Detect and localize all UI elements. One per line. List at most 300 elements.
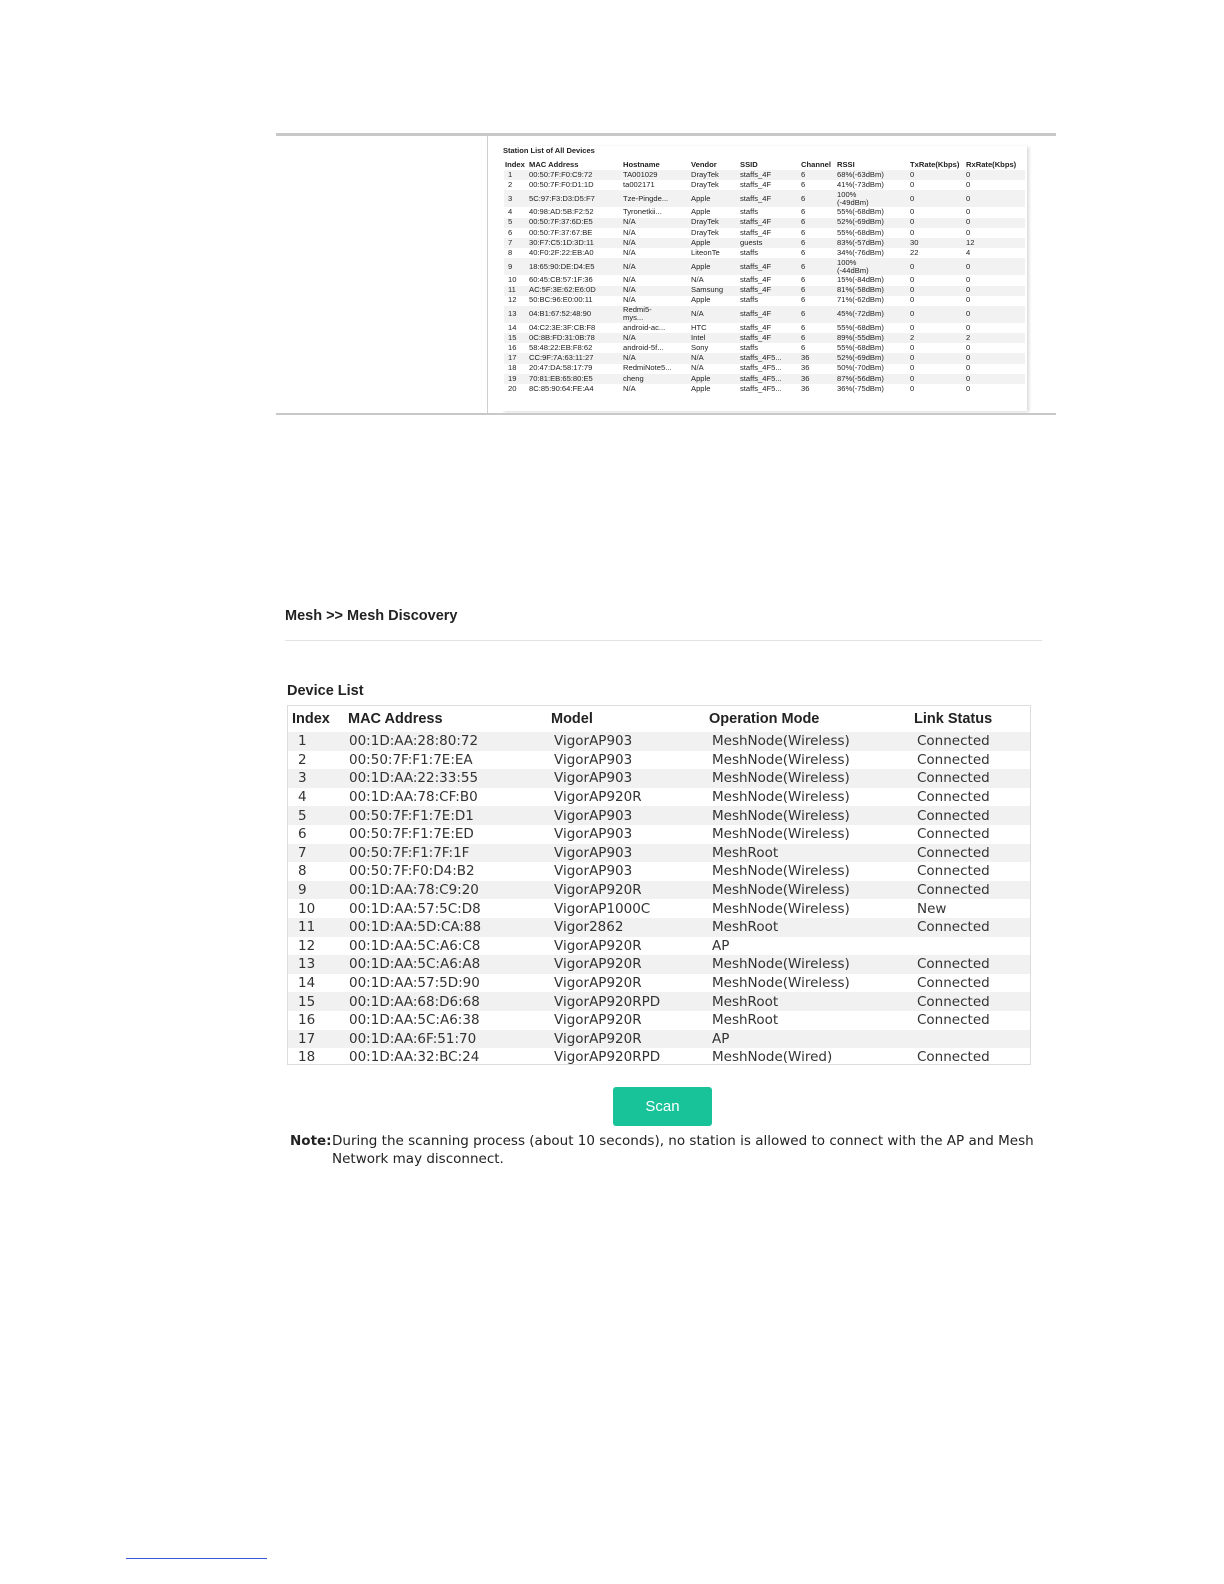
station-cell: 15%(-84dBm) bbox=[837, 275, 884, 285]
device-operation-mode: AP bbox=[705, 1030, 910, 1049]
station-cell: 52%(-69dBm) bbox=[836, 218, 909, 228]
station-cell: 0 bbox=[965, 218, 1025, 228]
device-operation-mode: AP bbox=[712, 937, 730, 954]
device-index: 16 bbox=[298, 1012, 316, 1029]
device-model: VigorAP903 bbox=[547, 806, 705, 825]
device-index: 5 bbox=[288, 806, 344, 825]
station-cell: N/A bbox=[622, 286, 690, 296]
device-model: VigorAP903 bbox=[554, 826, 633, 843]
station-cell: 6 bbox=[800, 238, 836, 248]
station-cell: N/A bbox=[691, 275, 704, 285]
station-cell: 7 bbox=[504, 238, 528, 248]
station-cell: 52%(-69dBm) bbox=[836, 353, 909, 363]
station-cell: 6 bbox=[800, 170, 836, 180]
station-cell: LiteonTe bbox=[691, 248, 720, 257]
device-model: VigorAP920R bbox=[554, 975, 642, 992]
station-cell: N/A bbox=[622, 238, 690, 248]
station-cell: staffs_4F bbox=[739, 306, 800, 323]
station-cell: 0 bbox=[909, 258, 965, 275]
device-table bbox=[288, 706, 1030, 1067]
device-model: VigorAP920R bbox=[547, 955, 705, 974]
device-operation-mode: MeshNode(Wireless) bbox=[712, 826, 850, 843]
device-row bbox=[288, 844, 1030, 863]
device-link-status: Connected bbox=[910, 806, 1030, 825]
station-cell: 0 bbox=[910, 180, 915, 189]
station-cell: CC:9F:7A:63:11:27 bbox=[528, 353, 622, 363]
station-cell: 15 bbox=[504, 333, 528, 343]
station-cell: N/A bbox=[622, 353, 690, 363]
station-cell: 100% (-49dBm) bbox=[836, 190, 909, 207]
station-cell: Apple bbox=[690, 238, 739, 248]
device-row bbox=[288, 806, 1030, 825]
station-cell: N/A bbox=[623, 384, 636, 393]
station-col-header: RSSI bbox=[837, 159, 855, 169]
device-index: 6 bbox=[298, 826, 307, 843]
device-mac: 00:1D:AA:5C:A6:38 bbox=[349, 1012, 480, 1029]
station-cell: 0 bbox=[909, 306, 965, 323]
station-cell: staffs_4F5... bbox=[740, 363, 782, 373]
station-cell: 5C:97:F3:D3:D5:F7 bbox=[528, 190, 622, 207]
station-cell: 0 bbox=[909, 218, 965, 228]
station-cell: Apple bbox=[691, 207, 711, 217]
device-row bbox=[288, 1048, 1030, 1067]
device-operation-mode: MeshNode(Wired) bbox=[712, 1049, 833, 1066]
device-index: 2 bbox=[298, 751, 307, 768]
device-link-status: Connected bbox=[910, 769, 1030, 788]
station-cell: 0 bbox=[909, 190, 965, 207]
device-mac: 00:1D:AA:57:5D:90 bbox=[349, 975, 480, 992]
device-row bbox=[288, 937, 1030, 956]
device-mac: 00:1D:AA:5D:CA:88 bbox=[344, 918, 547, 937]
station-cell: 45%(-72dBm) bbox=[836, 306, 909, 323]
station-cell: 6 bbox=[801, 343, 806, 353]
station-cell: 50:BC:96:E0:00:11 bbox=[529, 295, 593, 305]
station-cell: 55%(-68dBm) bbox=[837, 227, 884, 237]
device-model: VigorAP920RPD bbox=[547, 992, 705, 1011]
station-cell: N/A bbox=[623, 295, 636, 305]
station-row bbox=[504, 190, 1025, 207]
station-cell: 40:F0:2F:22:EB:A0 bbox=[529, 248, 594, 257]
device-mac: 00:1D:AA:22:33:55 bbox=[344, 769, 547, 788]
device-operation-mode: MeshNode(Wireless) bbox=[705, 881, 910, 900]
station-cell: android-5f... bbox=[623, 343, 664, 353]
device-row bbox=[288, 825, 1030, 844]
device-index: 1 bbox=[288, 732, 344, 751]
device-link-status: Connected bbox=[910, 918, 1030, 937]
device-model: VigorAP920R bbox=[554, 937, 642, 954]
station-cell: 30:F7:C5:1D:3D:11 bbox=[528, 238, 622, 248]
device-model: Vigor2862 bbox=[547, 918, 705, 937]
station-cell: N/A bbox=[690, 353, 739, 363]
station-cell: 0 bbox=[965, 306, 1025, 323]
device-operation-mode: MeshNode(Wireless) bbox=[705, 955, 910, 974]
station-cell: 0 bbox=[965, 353, 1025, 363]
station-cell: 30 bbox=[909, 238, 965, 248]
device-operation-mode: MeshRoot bbox=[705, 918, 910, 937]
device-row bbox=[288, 769, 1030, 788]
station-cell: 41%(-73dBm) bbox=[837, 180, 884, 189]
station-cell: 0 bbox=[966, 343, 971, 353]
device-model: VigorAP903 bbox=[547, 732, 705, 751]
device-mac: 00:1D:AA:32:BC:24 bbox=[349, 1049, 480, 1066]
station-cell: 6 bbox=[800, 333, 836, 343]
device-row bbox=[288, 1030, 1030, 1049]
device-model: VigorAP903 bbox=[547, 769, 705, 788]
station-cell: 6 bbox=[801, 248, 806, 257]
station-cell: 87%(-56dBm) bbox=[836, 374, 909, 384]
station-row bbox=[504, 323, 1025, 333]
device-model: VigorAP920RPD bbox=[554, 1049, 661, 1066]
station-cell: 2 bbox=[508, 180, 513, 189]
device-link-status: Connected bbox=[917, 789, 990, 806]
station-cell: 8 bbox=[508, 248, 513, 257]
device-col-header: MAC Address bbox=[348, 711, 443, 727]
device-link-status: Connected bbox=[917, 975, 990, 992]
device-mac: 00:1D:AA:28:80:72 bbox=[344, 732, 547, 751]
device-row bbox=[288, 974, 1030, 993]
station-row bbox=[504, 275, 1025, 285]
station-cell: 5 bbox=[504, 218, 528, 228]
station-row bbox=[504, 306, 1025, 323]
station-cell: 55%(-68dBm) bbox=[837, 207, 884, 217]
station-cell: Apple bbox=[691, 295, 711, 305]
station-cell: 2 bbox=[909, 333, 965, 343]
station-cell: 13 bbox=[504, 306, 528, 323]
station-col-header: Channel bbox=[801, 159, 831, 169]
station-cell: 40:98:AD:5B:F2:52 bbox=[529, 207, 594, 217]
device-mac: 00:1D:AA:68:D6:68 bbox=[344, 992, 547, 1011]
device-list-title: Device List bbox=[287, 683, 364, 699]
station-col-header: Hostname bbox=[623, 159, 660, 169]
station-list-title: Station List of All Devices bbox=[503, 146, 595, 155]
station-cell: N/A bbox=[623, 248, 636, 257]
station-cell: 3 bbox=[504, 190, 528, 207]
device-row bbox=[288, 862, 1030, 881]
device-index: 17 bbox=[288, 1030, 344, 1049]
station-col-header: Index bbox=[505, 159, 525, 169]
note-label: Note: bbox=[290, 1133, 332, 1149]
device-operation-mode: MeshRoot bbox=[712, 1012, 779, 1029]
station-cell: 0 bbox=[910, 207, 915, 217]
station-table bbox=[504, 160, 1025, 394]
station-cell: N/A bbox=[691, 363, 704, 373]
station-cell: 16 bbox=[508, 343, 517, 353]
station-cell: 0 bbox=[966, 363, 971, 373]
station-cell: 00:50:7F:37:67:BE bbox=[529, 227, 593, 237]
station-row bbox=[504, 180, 1025, 190]
station-cell: 71%(-62dBm) bbox=[837, 295, 884, 305]
station-cell: 6 bbox=[801, 180, 806, 189]
device-mac: 00:50:7F:F1:7F:1F bbox=[344, 844, 547, 863]
station-cell: 0 bbox=[966, 227, 971, 237]
station-cell: 6 bbox=[801, 275, 806, 285]
footer-rule bbox=[126, 1558, 267, 1559]
device-link-status: Connected bbox=[917, 826, 990, 843]
station-cell: 17 bbox=[504, 353, 528, 363]
station-cell: Apple bbox=[691, 384, 711, 393]
device-mac: 00:1D:AA:78:CF:B0 bbox=[349, 789, 478, 806]
device-operation-mode: MeshRoot bbox=[705, 992, 910, 1011]
station-cell: Tyronetkii... bbox=[623, 207, 662, 217]
station-cell: 55%(-68dBm) bbox=[837, 343, 884, 353]
station-cell: staffs_4F bbox=[739, 333, 800, 343]
station-row bbox=[504, 364, 1025, 374]
station-table-header bbox=[504, 160, 1025, 170]
device-model: VigorAP920R bbox=[547, 1030, 705, 1049]
station-row bbox=[504, 353, 1025, 363]
station-row bbox=[504, 258, 1025, 275]
station-cell: 04:B1:67:52:48:90 bbox=[528, 306, 622, 323]
station-cell: 0 bbox=[966, 207, 971, 217]
station-cell: TA001029 bbox=[622, 170, 690, 180]
device-row bbox=[288, 955, 1030, 974]
station-cell: 11 bbox=[504, 286, 528, 296]
device-row bbox=[288, 899, 1030, 918]
device-link-status: Connected bbox=[917, 863, 990, 880]
device-mac: 00:50:7F:F1:7E:ED bbox=[349, 826, 474, 843]
station-cell: 36 bbox=[800, 353, 836, 363]
station-row bbox=[504, 170, 1025, 180]
station-cell: 0 bbox=[910, 322, 915, 332]
device-mac: 00:50:7F:F1:7E:D1 bbox=[344, 806, 547, 825]
station-cell: 6 bbox=[801, 207, 806, 217]
station-cell: staffs_4F bbox=[739, 218, 800, 228]
station-cell: 00:50:7F:37:6D:E5 bbox=[528, 218, 622, 228]
station-row bbox=[504, 286, 1025, 296]
station-row bbox=[504, 374, 1025, 384]
station-col-header: MAC Address bbox=[529, 159, 579, 169]
station-row bbox=[504, 228, 1025, 238]
device-link-status: Connected bbox=[910, 881, 1030, 900]
station-cell: staffs_4F bbox=[739, 170, 800, 180]
figure-column-divider bbox=[487, 136, 488, 413]
station-col-header: RxRate(Kbps) bbox=[966, 159, 1017, 169]
station-cell: 68%(-63dBm) bbox=[836, 170, 909, 180]
device-link-status: Connected bbox=[910, 732, 1030, 751]
station-cell: 6 bbox=[800, 190, 836, 207]
station-cell: ta002171 bbox=[623, 180, 655, 189]
station-cell: 0 bbox=[909, 170, 965, 180]
device-mac: 00:1D:AA:6F:51:70 bbox=[344, 1030, 547, 1049]
station-cell: 10 bbox=[508, 275, 517, 285]
device-link-status: New bbox=[917, 900, 947, 917]
station-cell: 6 bbox=[801, 322, 806, 332]
station-cell: staffs_4F bbox=[739, 286, 800, 296]
station-cell: 20:47:DA:58:17:79 bbox=[529, 363, 593, 373]
station-cell: N/A bbox=[622, 333, 690, 343]
station-cell: 0 bbox=[966, 180, 971, 189]
device-model: VigorAP1000C bbox=[554, 900, 651, 917]
device-row bbox=[288, 732, 1030, 751]
note-text: During the scanning process (about 10 seconds), no station is allowed to connect with the AP and Mesh Network may disconnect. bbox=[332, 1133, 1034, 1167]
device-operation-mode: MeshNode(Wireless) bbox=[712, 863, 850, 880]
station-cell: 0 bbox=[966, 275, 971, 285]
station-cell: 0 bbox=[965, 286, 1025, 296]
station-cell: 81%(-58dBm) bbox=[836, 286, 909, 296]
device-model: VigorAP920R bbox=[554, 1012, 642, 1029]
device-col-header: Link Status bbox=[914, 711, 993, 727]
device-model: VigorAP903 bbox=[554, 751, 633, 768]
device-list-container bbox=[287, 705, 1031, 1065]
station-cell: 2 bbox=[965, 333, 1025, 343]
station-cell: staffs_4F bbox=[740, 275, 772, 285]
figure-bottom-rule bbox=[276, 413, 1056, 415]
header-divider bbox=[285, 640, 1042, 641]
station-cell: 04:C2:3E:3F:CB:F8 bbox=[529, 322, 596, 332]
station-cell: cheng bbox=[622, 374, 690, 384]
device-row bbox=[288, 751, 1030, 770]
station-cell: N/A bbox=[690, 306, 739, 323]
station-cell: 0 bbox=[909, 286, 965, 296]
station-col-header: TxRate(Kbps) bbox=[910, 159, 960, 169]
station-list-panel bbox=[502, 146, 1027, 411]
device-index: 8 bbox=[298, 863, 307, 880]
device-row bbox=[288, 992, 1030, 1011]
station-list-figure bbox=[276, 133, 1056, 415]
station-cell: DrayTek bbox=[690, 218, 739, 228]
device-row bbox=[288, 788, 1030, 807]
station-cell: staffs_4F bbox=[740, 227, 772, 237]
station-cell: 4 bbox=[508, 207, 513, 217]
station-cell: staffs bbox=[740, 295, 759, 305]
device-operation-mode: MeshNode(Wireless) bbox=[705, 769, 910, 788]
station-cell: 9 bbox=[504, 258, 528, 275]
device-col-header: Operation Mode bbox=[709, 711, 820, 727]
station-cell: staffs_4F5... bbox=[739, 374, 800, 384]
station-cell: Tze-Pingde... bbox=[622, 190, 690, 207]
station-cell: N/A bbox=[623, 275, 636, 285]
station-cell: staffs bbox=[740, 343, 759, 353]
station-cell: 55%(-68dBm) bbox=[837, 322, 884, 332]
device-operation-mode: MeshNode(Wireless) bbox=[712, 900, 850, 917]
station-cell: 0 bbox=[909, 353, 965, 363]
device-mac: 00:1D:AA:5C:A6:A8 bbox=[344, 955, 547, 974]
station-cell: 0 bbox=[909, 374, 965, 384]
device-index: 3 bbox=[288, 769, 344, 788]
station-cell: DrayTek bbox=[691, 227, 719, 237]
device-mac: 00:50:7F:F0:D4:B2 bbox=[349, 863, 475, 880]
device-index: 13 bbox=[288, 955, 344, 974]
device-index: 10 bbox=[298, 900, 316, 917]
station-cell: 83%(-57dBm) bbox=[836, 238, 909, 248]
device-row bbox=[288, 1011, 1030, 1030]
device-operation-mode: MeshNode(Wireless) bbox=[712, 975, 850, 992]
device-col-header: Index bbox=[292, 711, 330, 727]
station-cell: 100% (-44dBm) bbox=[836, 258, 909, 275]
station-cell: staffs_4F bbox=[739, 190, 800, 207]
device-index: 18 bbox=[298, 1049, 316, 1066]
station-cell: Redmi5- mys... bbox=[622, 306, 690, 323]
station-cell: 14 bbox=[508, 322, 517, 332]
station-cell: 6 bbox=[800, 258, 836, 275]
device-index: 11 bbox=[288, 918, 344, 937]
station-row bbox=[504, 343, 1025, 353]
station-cell: 0 bbox=[910, 275, 915, 285]
device-link-status bbox=[910, 1030, 1030, 1049]
station-row bbox=[504, 218, 1025, 228]
station-row bbox=[504, 207, 1025, 217]
station-cell: 00:50:7F:F0:C9:72 bbox=[528, 170, 622, 180]
device-link-status: Connected bbox=[910, 992, 1030, 1011]
station-cell: 12 bbox=[508, 295, 517, 305]
station-cell: N/A bbox=[622, 218, 690, 228]
device-mac: 00:1D:AA:78:C9:20 bbox=[344, 881, 547, 900]
station-cell: 60:45:CB:57:1F:36 bbox=[529, 275, 593, 285]
station-cell: HTC bbox=[691, 322, 707, 332]
scan-button[interactable]: Scan bbox=[613, 1087, 712, 1126]
station-row bbox=[504, 296, 1025, 306]
device-model: VigorAP903 bbox=[554, 863, 633, 880]
station-cell: Samsung bbox=[690, 286, 739, 296]
station-cell: 00:50:7F:F0:D1:1D bbox=[529, 180, 594, 189]
station-cell: 8C:85:90:64:FE:A4 bbox=[529, 384, 594, 393]
station-cell: 0 bbox=[965, 190, 1025, 207]
station-cell: 70:81:EB:65:80:E5 bbox=[528, 374, 622, 384]
device-model: VigorAP903 bbox=[547, 844, 705, 863]
station-cell: staffs bbox=[740, 207, 759, 217]
figure-top-rule bbox=[276, 133, 1056, 136]
device-operation-mode: MeshNode(Wireless) bbox=[712, 751, 850, 768]
breadcrumb: Mesh >> Mesh Discovery bbox=[285, 608, 458, 624]
station-cell: RedmiNote5... bbox=[623, 363, 672, 373]
device-mac: 00:1D:AA:5C:A6:C8 bbox=[349, 937, 481, 954]
station-cell: 6 bbox=[800, 286, 836, 296]
device-model: VigorAP920R bbox=[554, 789, 642, 806]
station-cell: 89%(-55dBm) bbox=[836, 333, 909, 343]
station-cell: Apple bbox=[690, 374, 739, 384]
station-cell: 36 bbox=[801, 363, 810, 373]
device-model: VigorAP920R bbox=[547, 881, 705, 900]
station-cell: 1 bbox=[504, 170, 528, 180]
station-cell: Intel bbox=[690, 333, 739, 343]
station-cell: staffs_4F bbox=[740, 322, 772, 332]
station-row bbox=[504, 248, 1025, 258]
station-row bbox=[504, 384, 1025, 394]
station-cell: 19 bbox=[504, 374, 528, 384]
station-cell: 18 bbox=[508, 363, 517, 373]
station-cell: 12 bbox=[965, 238, 1025, 248]
device-link-status: Connected bbox=[910, 955, 1030, 974]
device-mac: 00:1D:AA:57:5C:D8 bbox=[349, 900, 481, 917]
station-row bbox=[504, 238, 1025, 248]
device-row bbox=[288, 918, 1030, 937]
station-cell: AC:5F:3E:62:E6:0D bbox=[528, 286, 622, 296]
station-cell: staffs_4F5... bbox=[740, 384, 782, 393]
device-operation-mode: MeshNode(Wireless) bbox=[712, 789, 850, 806]
station-cell: 36 bbox=[801, 384, 810, 393]
device-row bbox=[288, 881, 1030, 900]
station-cell: 0 bbox=[910, 343, 915, 353]
station-cell: 0 bbox=[966, 295, 971, 305]
station-cell: N/A bbox=[623, 227, 636, 237]
device-table-header bbox=[288, 706, 1030, 732]
station-cell: android-ac... bbox=[623, 322, 666, 332]
station-cell: 6 bbox=[508, 227, 513, 237]
station-cell: 58:48:22:EB:F8:62 bbox=[529, 343, 593, 353]
station-cell: DrayTek bbox=[691, 180, 719, 189]
station-cell: Apple bbox=[690, 190, 739, 207]
station-cell: staffs_4F bbox=[739, 258, 800, 275]
device-index: 12 bbox=[298, 937, 316, 954]
station-cell: 0 bbox=[910, 384, 915, 393]
station-cell: 6 bbox=[800, 306, 836, 323]
station-cell: 6 bbox=[801, 227, 806, 237]
station-cell: 50%(-70dBm) bbox=[837, 363, 884, 373]
device-link-status bbox=[910, 937, 1030, 956]
device-operation-mode: MeshNode(Wireless) bbox=[705, 732, 910, 751]
station-cell: 36%(-75dBm) bbox=[837, 384, 884, 393]
device-operation-mode: MeshRoot bbox=[705, 844, 910, 863]
